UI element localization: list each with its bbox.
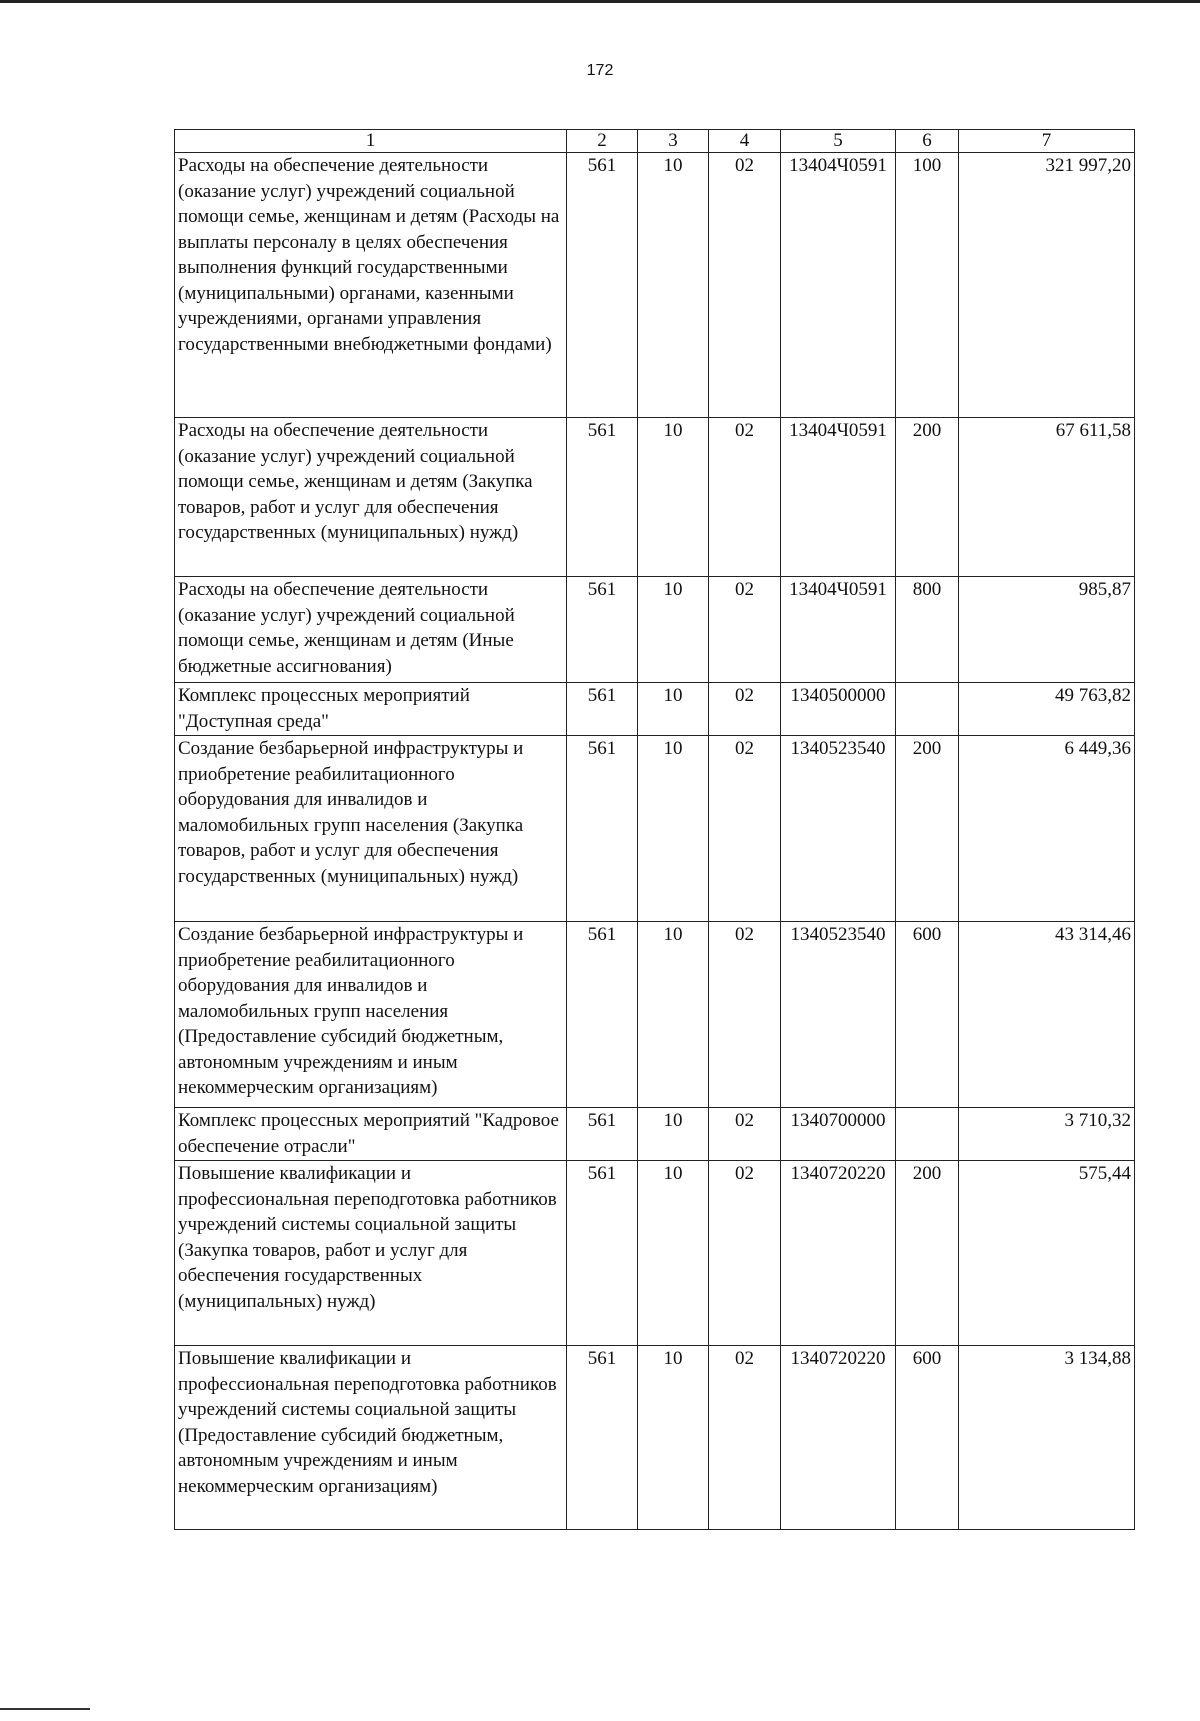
row-section-code: 10: [638, 1161, 709, 1346]
row-section-code: 10: [638, 1108, 709, 1161]
row-ministry-code: 561: [567, 683, 638, 736]
row-section-code: 10: [638, 922, 709, 1108]
row-name: Создание безбарьерной инфраструктуры и приобретение реабилитационного оборудования для инвалидов и маломобильных групп населения (Предоставление субсидий бюджетным, автономным учреждениям и иным некоммерческим организациям): [175, 922, 567, 1108]
row-amount: 43 314,46: [959, 922, 1135, 1108]
row-ministry-code: 561: [567, 153, 638, 418]
header-col-2: 2: [567, 130, 638, 153]
row-section-code: 10: [638, 153, 709, 418]
row-amount: 6 449,36: [959, 736, 1135, 922]
table-row: [175, 1108, 1135, 1161]
table-row: [175, 1346, 1135, 1530]
table-body: [175, 153, 1135, 1530]
table-row: [175, 418, 1135, 577]
row-expense-type: 600: [896, 1346, 959, 1530]
header-col-6: 6: [896, 130, 959, 153]
row-amount: 575,44: [959, 1161, 1135, 1346]
header-row: [175, 130, 1135, 153]
row-name: Повышение квалификации и профессиональная переподготовка работников учреждений системы социальной защиты (Предоставление субсидий бюджетным, автономным учреждениям и иным некоммерческим организациям): [175, 1346, 567, 1530]
row-name: Повышение квалификации и профессиональная переподготовка работников учреждений системы социальной защиты (Закупка товаров, работ и услуг для обеспечения государственных (муниципальных) нужд): [175, 1161, 567, 1346]
row-subsection-code: 02: [709, 1346, 781, 1530]
row-subsection-code: 02: [709, 153, 781, 418]
budget-table: [174, 129, 1135, 1530]
row-amount: 67 611,58: [959, 418, 1135, 577]
row-target-article: 1340700000: [781, 1108, 896, 1161]
row-amount: 3 134,88: [959, 1346, 1135, 1530]
row-subsection-code: 02: [709, 683, 781, 736]
row-ministry-code: 561: [567, 418, 638, 577]
header-col-3: 3: [638, 130, 709, 153]
row-target-article: 13404Ч0591: [781, 153, 896, 418]
row-name: Расходы на обеспечение деятельности (оказание услуг) учреждений социальной помощи семье, женщинам и детям (Расходы на выплаты персоналу в целях обеспечения выполнения функций государственными (муниципальными) органами, казенными учреждениями, органами управления государственными внебюджетными фондами): [175, 153, 567, 418]
row-name: Расходы на обеспечение деятельности (оказание услуг) учреждений социальной помощи семье, женщинам и детям (Закупка товаров, работ и услуг для обеспечения государственных (муниципальных) нужд): [175, 418, 567, 577]
row-subsection-code: 02: [709, 577, 781, 683]
table-row: [175, 153, 1135, 418]
row-target-article: 13404Ч0591: [781, 577, 896, 683]
row-section-code: 10: [638, 577, 709, 683]
row-name: Создание безбарьерной инфраструктуры и приобретение реабилитационного оборудования для инвалидов и маломобильных групп населения (Закупка товаров, работ и услуг для обеспечения государственных (муниципальных) нужд): [175, 736, 567, 922]
row-ministry-code: 561: [567, 1108, 638, 1161]
row-ministry-code: 561: [567, 736, 638, 922]
row-expense-type: 100: [896, 153, 959, 418]
header-col-1: 1: [175, 130, 567, 153]
row-subsection-code: 02: [709, 922, 781, 1108]
row-target-article: 1340523540: [781, 736, 896, 922]
row-expense-type: 200: [896, 736, 959, 922]
header-col-5: 5: [781, 130, 896, 153]
row-subsection-code: 02: [709, 1161, 781, 1346]
row-target-article: 1340523540: [781, 922, 896, 1108]
row-amount: 321 997,20: [959, 153, 1135, 418]
page-number: 172: [586, 62, 614, 79]
row-expense-type: 600: [896, 922, 959, 1108]
row-target-article: 1340720220: [781, 1346, 896, 1530]
row-expense-type: 800: [896, 577, 959, 683]
row-section-code: 10: [638, 418, 709, 577]
row-expense-type: [896, 683, 959, 736]
header-col-7: 7: [959, 130, 1135, 153]
row-ministry-code: 561: [567, 1161, 638, 1346]
row-ministry-code: 561: [567, 1346, 638, 1530]
row-expense-type: [896, 1108, 959, 1161]
row-expense-type: 200: [896, 1161, 959, 1346]
table-header: [175, 130, 1135, 153]
row-expense-type: 200: [896, 418, 959, 577]
row-amount: 49 763,82: [959, 683, 1135, 736]
row-section-code: 10: [638, 736, 709, 922]
row-ministry-code: 561: [567, 922, 638, 1108]
row-section-code: 10: [638, 683, 709, 736]
row-target-article: 13404Ч0591: [781, 418, 896, 577]
row-name: Комплекс процессных мероприятий "Кадровое обеспечение отрасли": [175, 1108, 567, 1161]
row-subsection-code: 02: [709, 1108, 781, 1161]
row-ministry-code: 561: [567, 577, 638, 683]
row-amount: 3 710,32: [959, 1108, 1135, 1161]
table-row: [175, 577, 1135, 683]
row-target-article: 1340500000: [781, 683, 896, 736]
table-row: [175, 1161, 1135, 1346]
row-subsection-code: 02: [709, 418, 781, 577]
row-name: Комплекс процессных мероприятий "Доступная среда": [175, 683, 567, 736]
bottom-scan-line: [0, 1708, 90, 1710]
row-amount: 985,87: [959, 577, 1135, 683]
top-border-line: [0, 0, 1200, 3]
row-subsection-code: 02: [709, 736, 781, 922]
header-col-4: 4: [709, 130, 781, 153]
table-row: [175, 683, 1135, 736]
table-row: [175, 736, 1135, 922]
table-row: [175, 922, 1135, 1108]
row-section-code: 10: [638, 1346, 709, 1530]
row-name: Расходы на обеспечение деятельности (оказание услуг) учреждений социальной помощи семье, женщинам и детям (Иные бюджетные ассигнования): [175, 577, 567, 683]
row-target-article: 1340720220: [781, 1161, 896, 1346]
